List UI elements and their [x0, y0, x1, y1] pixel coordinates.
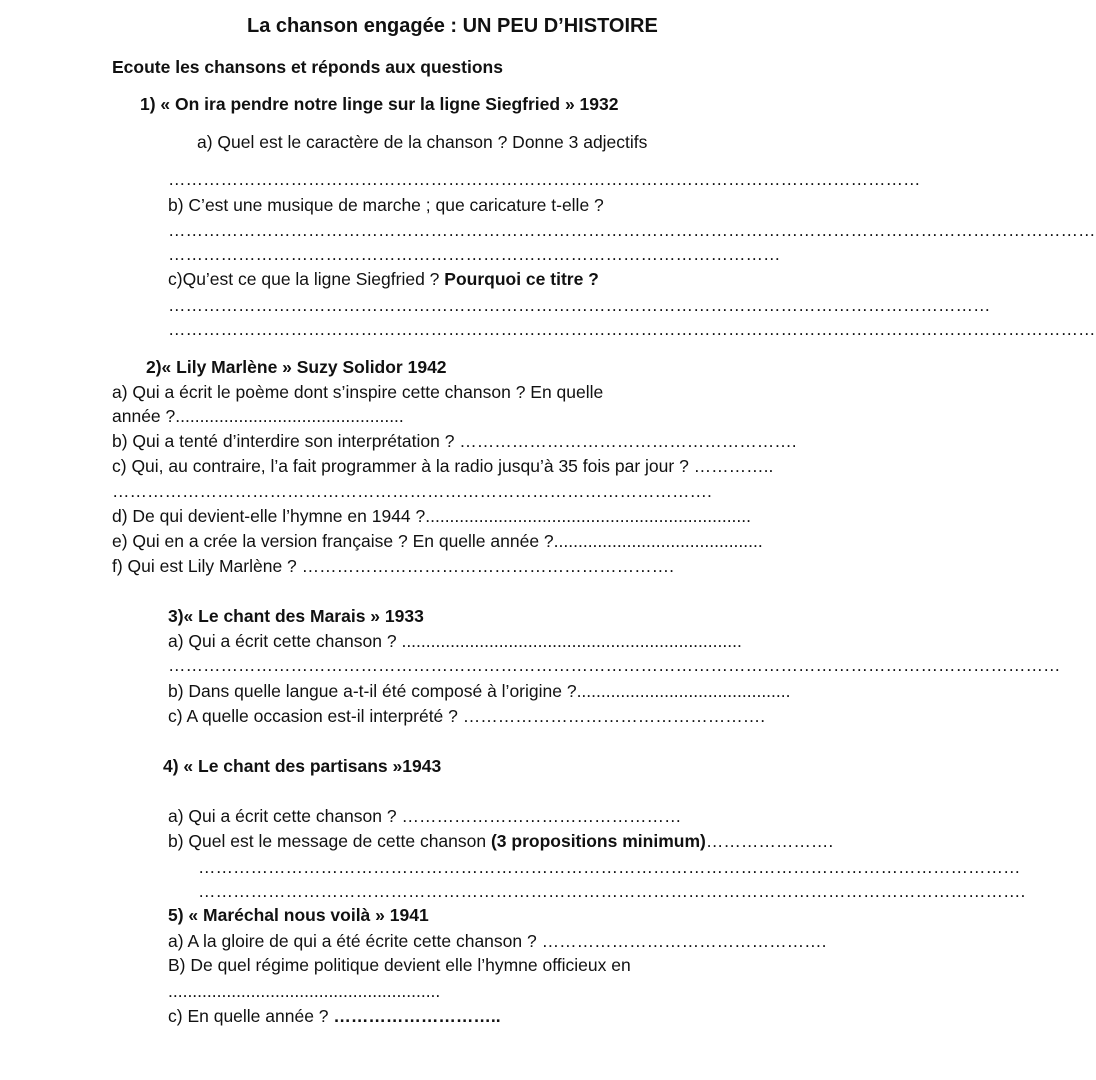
section-1-answer-line-c2: ……………………………………………………………………………………………………………………………………………: [168, 319, 1096, 339]
section-4-question-b-bold: (3 propositions minimum): [490, 831, 706, 851]
section-2-question-a-line2: année ?...............................................: [112, 406, 404, 426]
section-2-heading: 2)« Lily Marlène » Suzy Solidor 1942: [146, 357, 447, 377]
section-4-answer-line-b1: ……………………………………………………………………………………………………………………………: [198, 857, 1021, 877]
section-1-question-c-bold: Pourquoi ce titre ?: [444, 269, 599, 289]
section-5-heading: 5) « Maréchal nous voilà » 1941: [168, 905, 429, 925]
section-5-question-b: B) De quel régime politique devient elle l’hymne officieux en: [168, 955, 631, 975]
section-4-question-b: [168, 830, 833, 852]
section-3-heading: 3)« Le chant des Marais » 1933: [168, 606, 424, 626]
section-5-question-a: a) A la gloire de qui a été écrite cette chanson ? ………………………………………….: [168, 931, 827, 951]
section-1-question-c-text: c)Qu’est ce que la ligne Siegfried ?: [168, 269, 445, 289]
section-1-question-b: b) C’est une musique de marche ; que caricature t-elle ?: [168, 195, 604, 215]
section-2-question-c: c) Qui, au contraire, l’a fait programmer à la radio jusqu’à 35 fois par jour ? …………..: [112, 456, 774, 476]
section-1-answer-line-a: …………………………………………………………………………………………………………………: [168, 169, 921, 189]
section-2-question-f: f) Qui est Lily Marlène ? ……………………………………………………….: [112, 556, 675, 576]
section-5-question-c-dots: ………………………..: [333, 1006, 501, 1026]
section-2-answer-line-c: ………………………………………………………………………………………….: [112, 481, 712, 501]
section-1-answer-line-c1: ……………………………………………………………………………………………………………………………: [168, 295, 991, 315]
page-title: La chanson engagée : UN PEU D’HISTOIRE: [247, 15, 658, 37]
section-1-answer-line-b1: ……………………………………………………………………………………………………………………………………………: [168, 220, 1096, 240]
section-5-question-c-text: c) En quelle année ?: [168, 1006, 334, 1026]
section-1-question-c: [168, 268, 599, 290]
section-3-answer-line-a: ………………………………………………………………………………………………………………………………………: [168, 655, 1061, 675]
section-4-question-a: a) Qui a écrit cette chanson ? …………………………………………: [168, 806, 682, 826]
section-3-question-b: b) Dans quelle langue a-t-il été composé à l’origine ?............................................: [168, 681, 791, 701]
section-5-question-c: [168, 1005, 501, 1027]
section-2-question-b: b) Qui a tenté d’interdire son interprétation ? ………………………………………………….: [112, 431, 797, 451]
section-3-question-c: c) A quelle occasion est-il interprété ? …………………………………………….: [168, 706, 766, 726]
section-1-heading: 1) « On ira pendre notre linge sur la ligne Siegfried » 1932: [140, 94, 619, 114]
section-4-answer-line-b2: …………………………………………………………………………………………………………………………….: [198, 881, 1026, 901]
section-4-heading: 4) « Le chant des partisans »1943: [163, 756, 442, 776]
instruction: Ecoute les chansons et réponds aux questions: [112, 57, 503, 77]
section-1-answer-line-b2: ……………………………………………………………………………………………: [168, 244, 781, 264]
section-4-question-b-dots: ………………….: [705, 831, 834, 851]
section-4-question-b-text: b) Quel est le message de cette chanson: [168, 831, 491, 851]
section-5-answer-line-b: ........................................................: [168, 981, 441, 1001]
section-2-question-a-line1: a) Qui a écrit le poème dont s’inspire cette chanson ? En quelle: [112, 382, 604, 402]
section-1-question-a: a) Quel est le caractère de la chanson ? Donne 3 adjectifs: [197, 132, 648, 152]
section-2-question-e: e) Qui en a crée la version française ? En quelle année ?...........................................: [112, 531, 763, 551]
section-2-question-d: d) De qui devient-elle l’hymne en 1944 ?...................................................................: [112, 506, 752, 526]
section-3-question-a: a) Qui a écrit cette chanson ? ......................................................................: [168, 631, 742, 651]
